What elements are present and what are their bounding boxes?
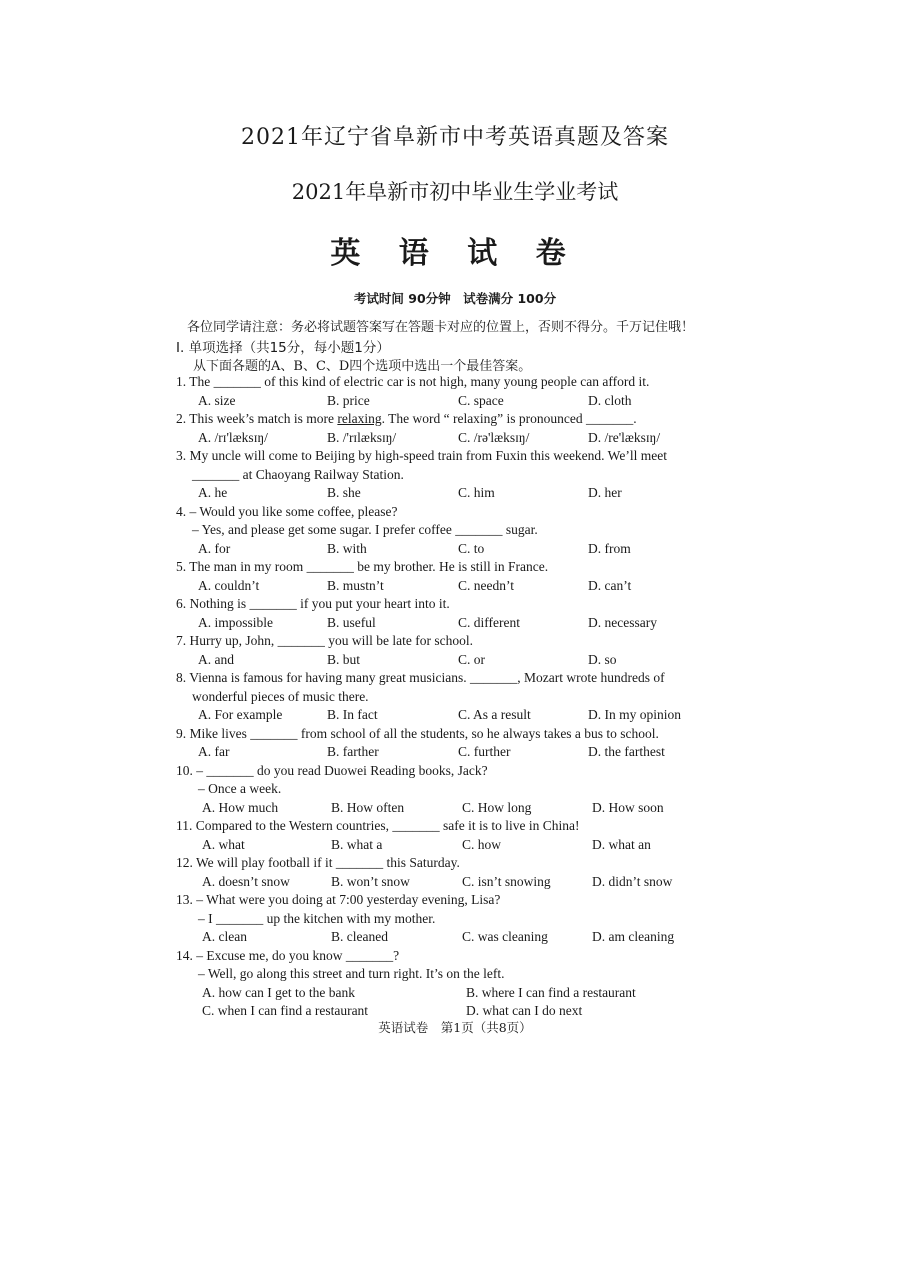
- exam-subtitle: 2021年阜新市初中毕业生学业考试: [291, 180, 619, 204]
- answer-option: C. isn’t snowing: [462, 873, 551, 889]
- answer-option: D. How soon: [592, 799, 664, 815]
- answer-option: B. How often: [331, 799, 405, 815]
- underlined-word: relaxing: [337, 411, 382, 426]
- answer-option: B. mustn’t: [327, 577, 384, 593]
- question-stem: 7. Hurry up, John, _______ you will be late for school.: [176, 633, 473, 648]
- answer-option: D. the farthest: [588, 744, 665, 759]
- answer-option: A. impossible: [198, 614, 274, 630]
- answer-option: B. where I can find a restaurant: [466, 984, 636, 1000]
- answer-option: A. and: [198, 651, 234, 667]
- document-title: 2021年辽宁省阜新市中考英语真题及答案: [241, 125, 669, 150]
- answer-option: B. In fact: [327, 707, 378, 722]
- answer-option: A. /rɪ'læksɪŋ/: [198, 429, 268, 445]
- answer-option: C. further: [458, 744, 511, 759]
- answer-option: C. /rə'læksɪŋ/: [458, 429, 530, 445]
- option-row: [176, 928, 736, 947]
- answer-option: A. doesn’t snow: [202, 873, 290, 889]
- answer-option: C. or: [458, 651, 485, 667]
- question-stem: 1. The _______ of this kind of electric car is not high, many young people can afford it.: [176, 374, 650, 389]
- option-row: [176, 743, 736, 762]
- question-stem: 5. The man in my room _______ be my brother. He is still in France.: [176, 559, 549, 574]
- answer-option: B. /'rɪlæksɪŋ/: [327, 429, 397, 445]
- question-item: [176, 891, 736, 947]
- answer-option: B. but: [327, 651, 361, 667]
- question-stem-continued: – Well, go along this street and turn right. It’s on the left.: [198, 966, 505, 981]
- option-row: [176, 799, 736, 818]
- question-stem: 14. – Excuse me, do you know _______?: [176, 947, 400, 963]
- answer-option: A. what: [202, 836, 245, 852]
- answer-option: A. couldn’t: [198, 577, 260, 593]
- answer-option: D. can’t: [588, 577, 632, 593]
- answer-option: D. didn’t snow: [592, 873, 673, 889]
- answer-option: C. how: [462, 836, 502, 852]
- question-stem: 9. Mike lives _______ from school of all the students, so he always takes a bus to school.: [176, 725, 659, 741]
- answer-option: A. far: [198, 744, 230, 759]
- question-item: [176, 947, 736, 1021]
- answer-option: A. size: [198, 392, 236, 408]
- question-item: [176, 762, 736, 818]
- answer-option: C. space: [458, 392, 504, 408]
- answer-option: B. farther: [327, 744, 379, 759]
- answer-option: A. clean: [202, 929, 247, 944]
- question-item: [176, 817, 736, 854]
- answer-option: C. How long: [462, 799, 532, 815]
- question-stem: 13. – What were you doing at 7:00 yesterday evening, Lisa?: [176, 892, 501, 907]
- answer-option: D. cloth: [588, 392, 632, 408]
- answer-option: C. was cleaning: [462, 929, 548, 944]
- answer-option: C. needn’t: [458, 577, 514, 593]
- question-item: [176, 447, 736, 503]
- answer-option: C. to: [458, 540, 485, 556]
- answer-option: B. with: [327, 540, 367, 556]
- question-item: [176, 854, 736, 891]
- answer-option: A. for: [198, 540, 231, 556]
- question-stem: 4. – Would you like some coffee, please?: [176, 503, 398, 519]
- question-stem: 8. Vienna is famous for having many great musicians. _______, Mozart wrote hundreds of: [176, 670, 665, 685]
- answer-option: A. For example: [198, 707, 283, 722]
- question-stem: 2. This week’s match is more relaxing. The word “ relaxing” is pronounced _______.: [176, 411, 637, 426]
- question-item: [176, 410, 736, 447]
- option-row: [176, 873, 736, 892]
- answer-option: B. won’t snow: [331, 873, 410, 889]
- answer-option: B. cleaned: [331, 929, 388, 944]
- question-stem-continued: – Once a week.: [198, 781, 282, 796]
- option-row: [176, 577, 736, 596]
- option-row: [176, 614, 736, 633]
- question-item: [176, 503, 736, 559]
- answer-option: C. him: [458, 485, 495, 500]
- answer-option: D. from: [588, 540, 631, 556]
- option-row: [176, 651, 736, 670]
- answer-option: C. different: [458, 614, 520, 630]
- question-stem: 3. My uncle will come to Beijing by high-speed train from Fuxin this weekend. We’ll meet: [176, 448, 667, 463]
- option-row: [176, 429, 736, 448]
- answer-option: B. useful: [327, 614, 376, 630]
- answer-option: D. her: [588, 485, 622, 500]
- option-row: [176, 540, 736, 559]
- question-stem: 6. Nothing is _______ if you put your heart into it.: [176, 596, 450, 611]
- answer-option: D. In my opinion: [588, 707, 681, 722]
- notice-text: 各位同学请注意：务必将试题答案写在答题卡对应的位置上，否则不得分。千万记住哦！: [187, 320, 695, 335]
- answer-option: D. /re'læksɪŋ/: [588, 429, 661, 445]
- answer-option: D. what can I do next: [466, 1003, 583, 1018]
- option-row: [176, 984, 736, 1003]
- question-item: [176, 373, 736, 410]
- answer-option: D. so: [588, 651, 617, 667]
- question-list: [176, 373, 736, 1021]
- question-stem-continued: wonderful pieces of music there.: [192, 688, 369, 704]
- section-heading: I. 单项选择（共15分，每小题1分）: [176, 340, 390, 356]
- answer-option: D. what an: [592, 836, 651, 852]
- question-item: [176, 725, 736, 762]
- answer-option: D. am cleaning: [592, 929, 675, 944]
- option-row: [176, 706, 736, 725]
- option-row: [176, 484, 736, 503]
- question-item: [176, 669, 736, 725]
- answer-option: B. she: [327, 485, 361, 500]
- answer-option: C. when I can find a restaurant: [202, 1003, 369, 1018]
- question-item: [176, 595, 736, 632]
- exam-info: 考试时间 90分钟 试卷满分 100分: [353, 291, 557, 306]
- paper-title: 英 语 试 卷: [330, 236, 580, 271]
- answer-option: A. How much: [202, 799, 279, 815]
- question-stem: 11. Compared to the Western countries, _______ safe it is to live in China!: [176, 818, 580, 833]
- question-item: [176, 558, 736, 595]
- answer-option: A. how can I get to the bank: [202, 984, 355, 1000]
- question-stem: 12. We will play football if it _______ this Saturday.: [176, 855, 460, 870]
- answer-option: B. what a: [331, 836, 383, 852]
- question-stem-continued: _______ at Chaoyang Railway Station.: [192, 466, 404, 482]
- answer-option: D. necessary: [588, 614, 657, 630]
- page-footer: 英语试卷 第1页（共8页）: [378, 1020, 532, 1035]
- answer-option: B. price: [327, 392, 370, 408]
- question-item: [176, 632, 736, 669]
- question-stem-continued: – I _______ up the kitchen with my mother.: [198, 910, 436, 926]
- question-stem: 10. – _______ do you read Duowei Reading books, Jack?: [176, 762, 488, 778]
- option-row: [176, 392, 736, 411]
- section-instruction: 从下面各题的A、B、C、D四个选项中选出一个最佳答案。: [193, 359, 532, 374]
- answer-option: A. he: [198, 485, 228, 500]
- option-row: [176, 836, 736, 855]
- answer-option: C. As a result: [458, 707, 531, 722]
- question-stem-continued: – Yes, and please get some sugar. I prefer coffee _______ sugar.: [192, 522, 538, 537]
